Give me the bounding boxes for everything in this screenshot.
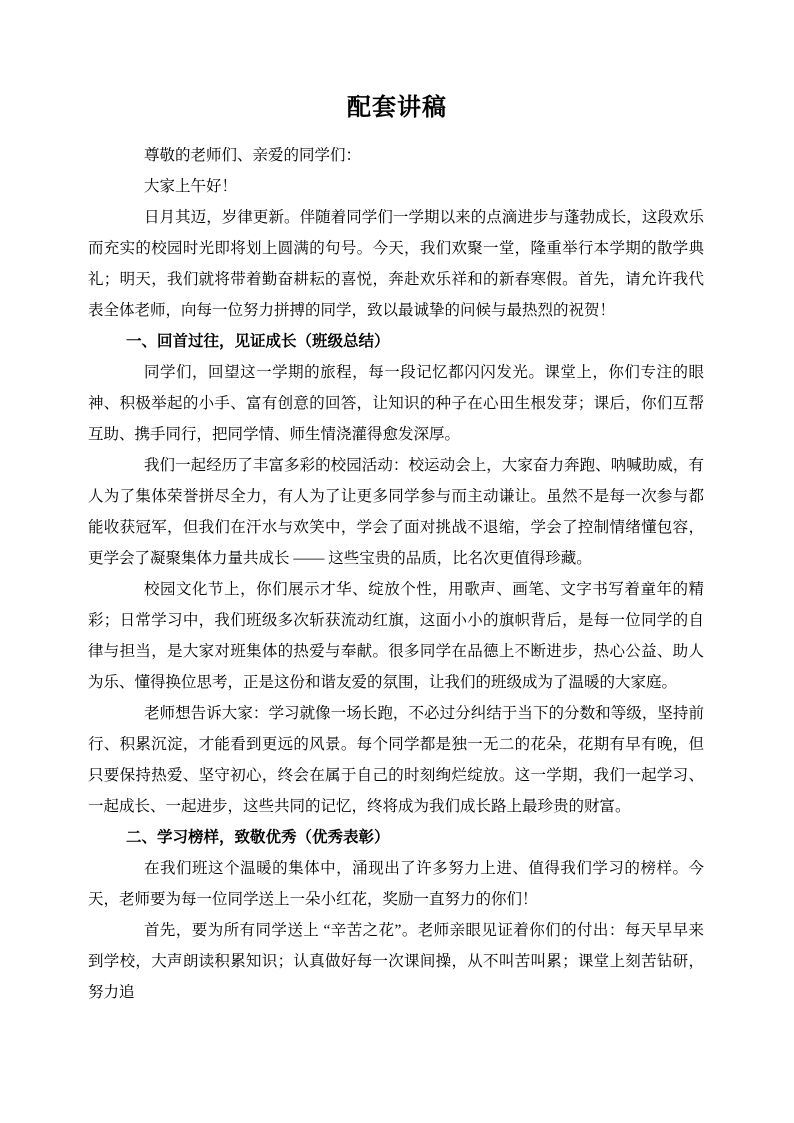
document-title: 配套讲稿 (347, 95, 447, 121)
paragraph: 老师想告诉大家：学习就像一场长跑，不必过分纠结于当下的分数和等级，坚持前行、积累沉淀，才能看到更远的风景。每个同学都是独一无二的花朵，花期有早有晚，但只要保持热爱、坚守初心，终会在属于自己的时刻绚烂绽放。这一学期，我们一起学习、一起成长、一起进步，这些共同的记忆，终将成为我们成长路上最珍贵的财富。 (88, 705, 704, 815)
paragraph: 首先，要为所有同学送上 “辛苦之花”。老师亲眼见证着你们的付出：每天早早来到学校，大声朗读积累知识；认真做好每一次课间操，从不叫苦叫累；课堂上刻苦钻研，努力追 (88, 922, 704, 1001)
paragraph: 我们一起经历了丰富多彩的校园活动：校运动会上，大家奋力奔跑、呐喊助威，有人为了集体荣誉拼尽全力，有人为了让更多同学参与而主动谦让。虽然不是每一次参与都能收获冠军，但我们在汗水与欢笑中，学会了面对挑战不退缩，学会了控制情绪懂包容，更学会了凝聚集体力量共成长 —— 这些宝贵的品质，比名次更值得珍藏。 (88, 457, 704, 567)
document-body (88, 140, 704, 1008)
section-heading: 一、回首过往，见证成长（班级总结） (126, 333, 390, 350)
paragraph: 在我们班这个温暖的集体中，涌现出了许多努力上进、值得我们学习的榜样。今天，老师要为每一位同学送上一朵小红花，奖励一直努力的你们！ (88, 860, 704, 908)
paragraph: 尊敬的老师们、亲爱的同学们： (144, 147, 362, 164)
paragraph: 大家上午好！ (144, 178, 238, 195)
section-heading: 二、学习榜样，致敬优秀（优秀表彰） (126, 829, 390, 846)
paragraph: 日月其迈，岁律更新。伴随着同学们一学期以来的点滴进步与蓬勃成长，这段欢乐而充实的校园时光即将划上圆满的句号。今天，我们欢聚一堂，隆重举行本学期的散学典礼；明天，我们就将带着勤奋耕耘的喜悦，奔赴欢乐祥和的新春寒假。首先，请允许我代表全体老师，向每一位努力拼搏的同学，致以最诚挚的问候与最热烈的祝贺！ (88, 209, 704, 319)
paragraph: 校园文化节上，你们展示才华、绽放个性，用歌声、画笔、文字书写着童年的精彩；日常学习中，我们班级多次斩获流动红旗，这面小小的旗帜背后，是每一位同学的自律与担当，是大家对班集体的热爱与奉献。很多同学在品德上不断进步，热心公益、助人为乐、懂得换位思考，正是这份和谐友爱的氛围，让我们的班级成为了温暖的大家庭。 (88, 581, 704, 691)
paragraph: 同学们，回望这一学期的旅程，每一段记忆都闪闪发光。课堂上，你们专注的眼神、积极举起的小手、富有创意的回答，让知识的种子在心田生根发芽；课后，你们互帮互助、携手同行，把同学情、师生情浇灌得愈发深厚。 (88, 364, 704, 443)
